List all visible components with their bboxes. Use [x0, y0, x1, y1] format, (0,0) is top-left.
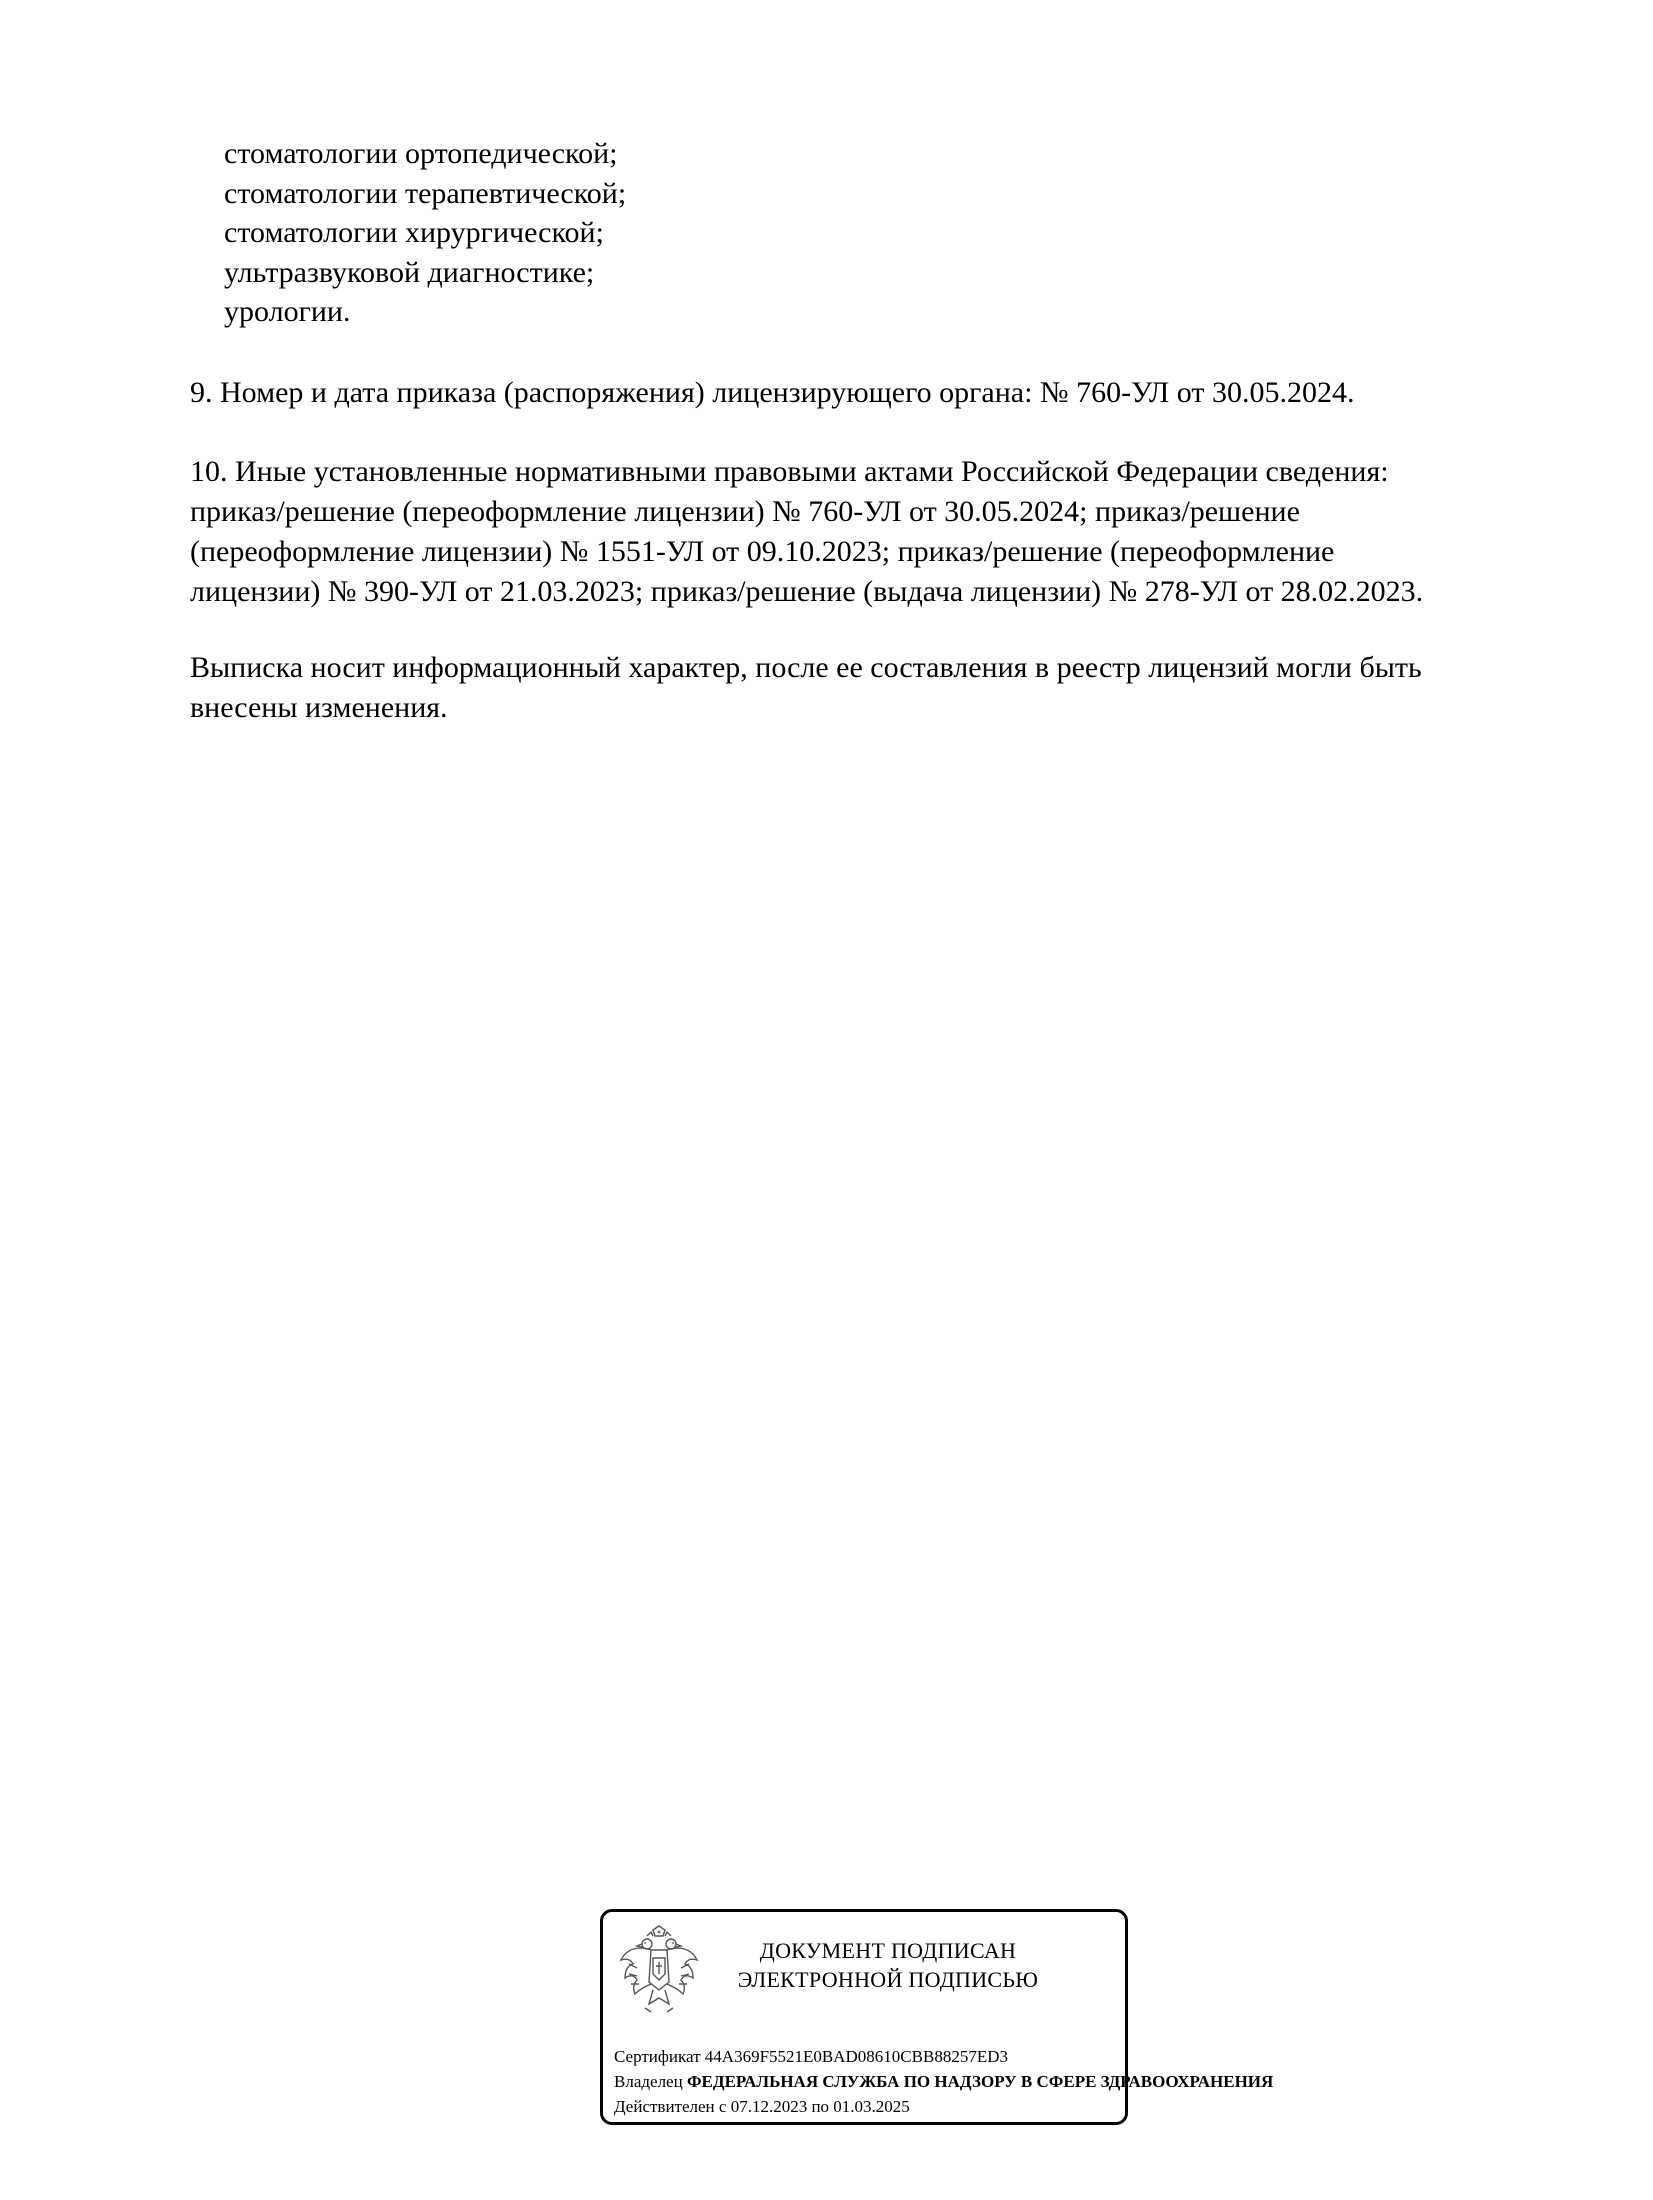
informational-note [190, 648, 1570, 728]
double-headed-eagle-emblem-icon [617, 1924, 701, 2016]
section-10-line: (переоформление лицензии) № 1551-УЛ от 09.10.2023; приказ/решение (переоформление [190, 535, 1335, 568]
stamp-heading-line-2: ЭЛЕКТРОННОЙ ПОДПИСЬЮ [737, 1967, 1039, 1992]
specialty-item: стоматологии хирургической; [224, 216, 604, 249]
section-10-other-info [190, 452, 1570, 612]
specialty-item: урологии. [224, 295, 351, 328]
stamp-details [614, 2044, 1273, 2119]
owner-label: Владелец [614, 2072, 683, 2091]
certificate-row [614, 2044, 1273, 2069]
section-9-text: 9. Номер и дата приказа (распоряжения) лицензирующего органа: № 760-УЛ от 30.05.2024. [190, 376, 1355, 409]
section-9-order-number [190, 373, 1570, 413]
stamp-heading [723, 1936, 1053, 1994]
specialty-list [224, 134, 626, 332]
section-10-line: приказ/решение (переоформление лицензии) № 760-УЛ от 30.05.2024; приказ/решение [190, 495, 1300, 528]
note-line: внесены изменения. [190, 691, 448, 724]
stamp-heading-line-1: ДОКУМЕНТ ПОДПИСАН [759, 1938, 1017, 1963]
section-10-line: 10. Иные установленные нормативными правовыми актами Российской Федерации сведения: [190, 455, 1389, 488]
specialty-item: стоматологии ортопедической; [224, 137, 618, 170]
note-line: Выписка носит информационный характер, после ее составления в реестр лицензий могли быть [190, 651, 1422, 684]
specialty-item: стоматологии терапевтической; [224, 176, 627, 210]
electronic-signature-stamp [600, 1909, 1274, 2125]
validity-row: Действителен с 07.12.2023 по 01.03.2025 [614, 2097, 910, 2116]
section-10-line: лицензии) № 390-УЛ от 21.03.2023; приказ/решение (выдача лицензии) № 278-УЛ от 28.02.2023. [190, 575, 1424, 608]
owner-value: ФЕДЕРАЛЬНАЯ СЛУЖБА ПО НАДЗОРУ В СФЕРЕ ЗДРАВООХРАНЕНИЯ [686, 2072, 1274, 2091]
specialty-item: ультразвуковой диагностике; [224, 255, 595, 289]
certificate-value: 44A369F5521E0BAD08610CBB88257ED3 [704, 2047, 1008, 2066]
certificate-label: Сертификат [614, 2047, 701, 2066]
owner-row [614, 2069, 1273, 2094]
